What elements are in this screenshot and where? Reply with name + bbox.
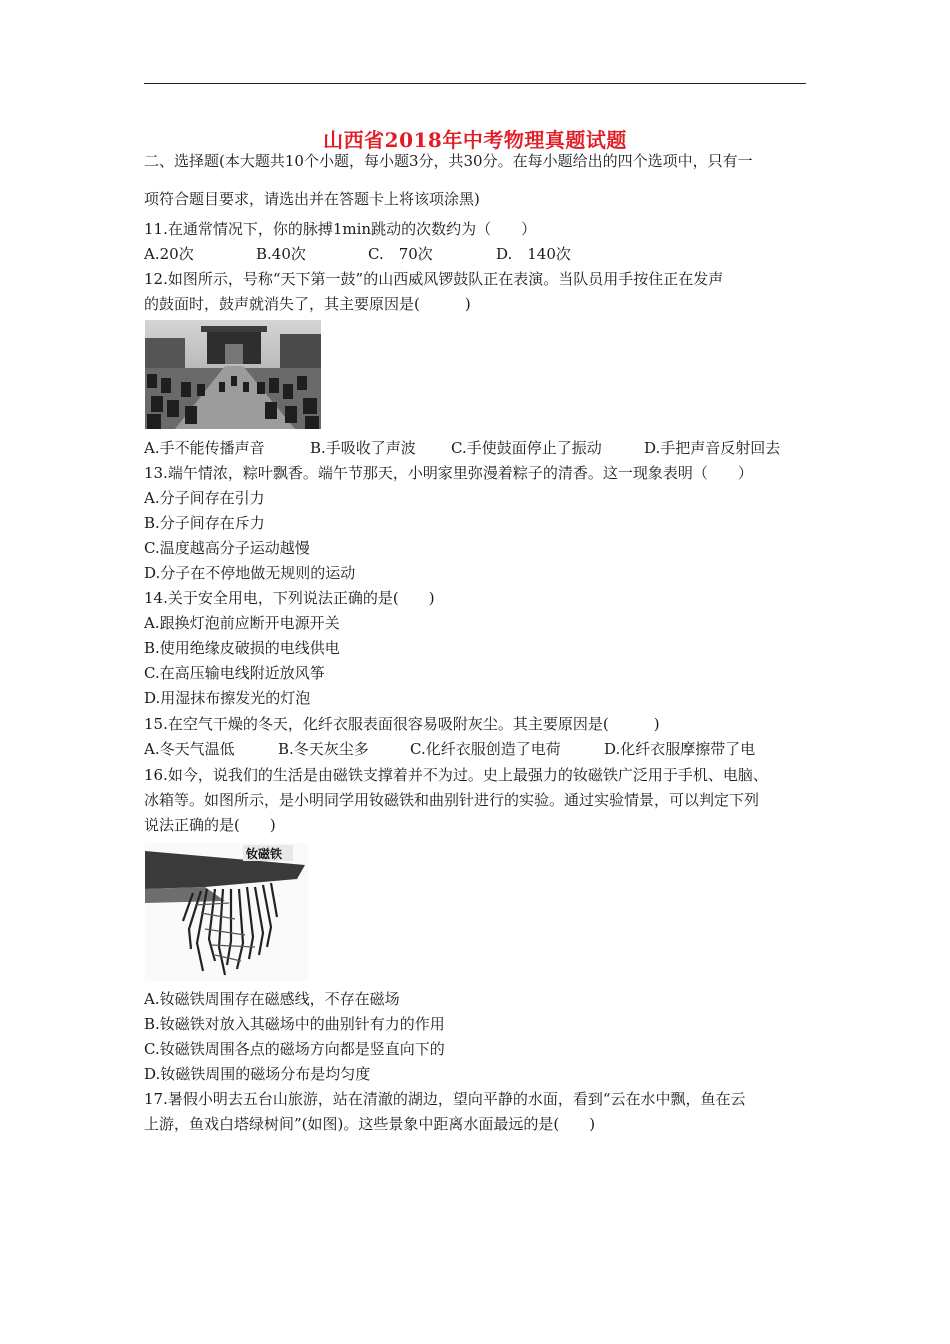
q13-option-c: C.温度越高分子运动越慢: [144, 539, 310, 557]
q11-option-d: D. 140次: [496, 245, 571, 263]
q13-option-d: D.分子在不停地做无规则的运动: [144, 564, 356, 582]
q12-option-b: B.手吸收了声波: [310, 439, 416, 457]
q17-stem-line1: 17.暑假小明去五台山旅游，站在清澈的湖边，望向平静的水面，看到“云在水中飘，鱼在云: [144, 1090, 746, 1108]
q15-option-d: D.化纤衣服摩擦带了电: [604, 740, 756, 758]
q16-stem-line2: 冰箱等。如图所示，是小明同学用钕磁铁和曲别针进行的实验。通过实验情景，可以判定下列: [144, 791, 760, 809]
q14-option-c: C.在高压输电线附近放风筝: [144, 664, 325, 682]
q11-option-b: B.40次: [256, 245, 306, 263]
q15-option-a: A.冬天气温低: [144, 740, 235, 758]
page-title: 山西省2018年中考物理真题试题: [323, 128, 627, 152]
q14-stem: 14.关于安全用电，下列说法正确的是( ): [144, 589, 435, 607]
q13-option-a: A.分子间存在引力: [144, 489, 265, 507]
q15-option-c: C.化纤衣服创造了电荷: [410, 740, 561, 758]
q12-option-a: A.手不能传播声音: [144, 439, 265, 457]
q15-option-b: B.冬天灰尘多: [278, 740, 369, 758]
q16-stem-line1: 16.如今，说我们的生活是由磁铁支撑着并不为过。史上最强力的钕磁铁广泛用于手机、电脑、: [144, 766, 768, 784]
q16-stem-line3: 说法正确的是( ): [144, 816, 276, 834]
section-instructions-line1: 二、选择题(本大题共10个小题，每小题3分，共30分。在每小题给出的四个选项中，只有一: [144, 152, 753, 170]
q12-option-d: D.手把声音反射回去: [644, 439, 781, 457]
q14-option-a: A.跟换灯泡前应断开电源开关: [144, 614, 340, 632]
q15-stem: 15.在空气干燥的冬天，化纤衣服表面很容易吸附灰尘。其主要原因是( ): [144, 715, 660, 733]
q14-option-d: D.用湿抹布擦发光的灯泡: [144, 689, 311, 707]
section-instructions-line2: 项符合题目要求，请选出并在答题卡上将该项涂黑): [144, 190, 480, 208]
q16-option-d: D.钕磁铁周围的磁场分布是均匀度: [144, 1065, 371, 1083]
header-rule: [144, 83, 806, 84]
q11-option-c: C. 70次: [368, 245, 433, 263]
q13-stem: 13.端午情浓，粽叶飘香。端午节那天，小明家里弥漫着粽子的清香。这一现象表明（ ）: [144, 464, 753, 482]
drum-performance-photo: [145, 320, 321, 429]
q14-option-b: B.使用绝缘皮破损的电线供电: [144, 639, 340, 657]
q12-stem-line2: 的鼓面时，鼓声就消失了，其主要原因是( ): [144, 295, 471, 313]
q11-stem: 11.在通常情况下，你的脉搏1min跳动的次数约为（ ）: [144, 220, 537, 238]
q11-option-a: A.20次: [144, 245, 194, 263]
magnet-label: 钕磁铁: [246, 847, 283, 861]
magnet-paperclip-photo: [145, 843, 308, 981]
q12-stem-line1: 12.如图所示，号称“天下第一鼓”的山西威风锣鼓队正在表演。当队员用手按住正在发声: [144, 270, 724, 288]
q16-option-a: A.钕磁铁周围存在磁感线，不存在磁场: [144, 990, 400, 1008]
q16-option-c: C.钕磁铁周围各点的磁场方向都是竖直向下的: [144, 1040, 445, 1058]
q13-option-b: B.分子间存在斥力: [144, 514, 265, 532]
q12-option-c: C.手使鼓面停止了振动: [451, 439, 602, 457]
q17-stem-line2: 上游，鱼戏白塔绿树间”(如图)。这些景象中距离水面最远的是( ): [144, 1115, 596, 1133]
q16-option-b: B.钕磁铁对放入其磁场中的曲别针有力的作用: [144, 1015, 445, 1033]
